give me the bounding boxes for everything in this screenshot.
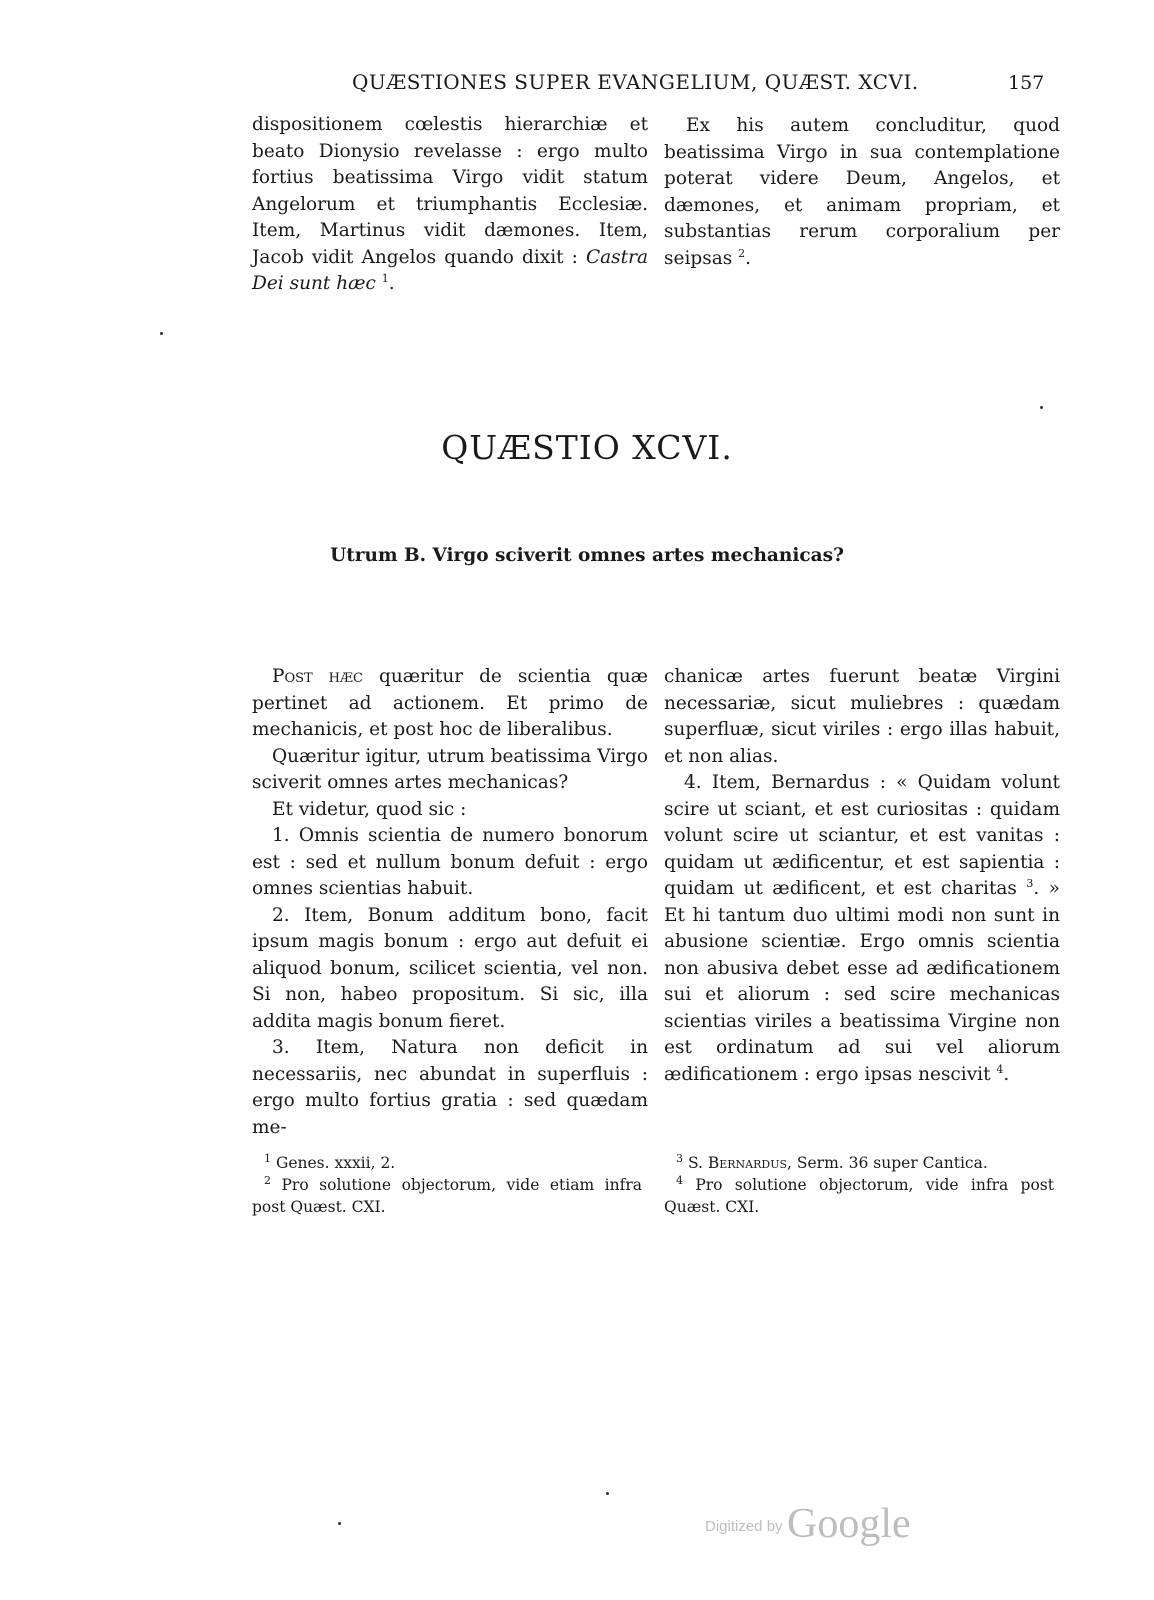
top-col1-text: dispositionem cœlestis hierarchiæ et beato Dionysio revelasse : ergo multo fortius beatissima Virgo vidit statum Angelorum et triumphantis Ecclesiæ. Item, Martinus vidit dæmones. Item, Jacob vidit Angelos quando dixit : xyxy=(252,114,648,268)
footnotes-right xyxy=(664,1152,1054,1218)
footnote-ref: 1 xyxy=(381,271,389,285)
footnote-text: Pro solutione objectorum, vide etiam infra post Quæst. CXI. xyxy=(252,1176,642,1216)
top-column-right xyxy=(664,113,1060,272)
period: . xyxy=(388,273,395,294)
paragraph: 3. Item, Natura non deficit in necessariis, nec abundat in superfluis : ergo multo fortius gratia : sed quædam me- xyxy=(252,1037,648,1138)
scan-speck xyxy=(338,1522,341,1525)
footnote-mark: 2 xyxy=(264,1173,271,1187)
footnote xyxy=(252,1174,642,1218)
paragraph-text: quæritur de scientia quæ pertinet ad actionem. Et primo de mechanicis, et post hoc de liberalibus. xyxy=(252,666,649,740)
paragraph-text: . » Et hi tantum duo ultimi modi non sunt in abusione scientiæ. Ergo omnis scientia non abusiva debet esse ad ædificationem sui et aliorum : sed scire mechanicas scientias viriles a beatissima Virgine non est ordinatum ad sui vel aliorum ædificationem : ergo ipsas nescivit xyxy=(664,878,1060,1085)
footnote xyxy=(664,1174,1054,1218)
watermark-text: Digitized by xyxy=(705,1518,783,1535)
footnote xyxy=(664,1152,1054,1174)
paragraph: 1. Omnis scientia de numero bonorum est : sed et nullum bonum defuit : ergo omnes scientias habuit. xyxy=(252,825,648,899)
paragraph xyxy=(252,664,648,744)
footnote-ref: 2 xyxy=(738,246,746,260)
footnote-ref: 3 xyxy=(1026,876,1034,890)
google-logo: Google xyxy=(787,1501,911,1547)
top-col1-italic: Castra Dei sunt hæc xyxy=(252,246,648,294)
question-title: QUÆSTIO XCVI. xyxy=(441,428,733,467)
top-column-left xyxy=(252,112,648,298)
footnote-ref: 4 xyxy=(996,1062,1004,1076)
top-col2-text: Ex his autem concluditur, quod beatissima Virgo in sua contemplatione poterat videre Deum, Angelos, et dæmones, et animam propriam, et substantias rerum corporalium per seipsas xyxy=(664,115,1060,269)
footnote xyxy=(252,1152,642,1174)
footnote-author: S. Bernardus, xyxy=(687,1154,792,1172)
period: . xyxy=(745,247,751,269)
paragraph xyxy=(664,770,1060,1088)
scan-speck xyxy=(606,1492,609,1495)
footnote-text: Serm. 36 super Cantica. xyxy=(791,1154,988,1172)
period: . xyxy=(1003,1063,1010,1085)
body-column-left xyxy=(252,664,648,1141)
footnotes-left xyxy=(252,1152,642,1218)
footnote-text: Genes. xxxii, 2. xyxy=(275,1154,396,1172)
footnote-mark: 1 xyxy=(264,1151,271,1165)
question-subtitle: Utrum B. Virgo sciverit omnes artes mechanicas? xyxy=(330,545,844,566)
footnote-mark: 4 xyxy=(676,1173,683,1187)
lead-words: Post hæc xyxy=(272,666,363,687)
paragraph: chanicæ artes fuerunt beatæ Virgini necessariæ, sicut muliebres : quædam superfluæ, sicut viriles : ergo illas habuit, et non alias. xyxy=(664,666,1060,767)
paragraph: Quæritur igitur, utrum beatissima Virgo sciverit omnes artes mechanicas? xyxy=(252,745,648,793)
footnote-text: Pro solutione objectorum, vide infra post Quæst. CXI. xyxy=(664,1176,1054,1216)
running-head: QUÆSTIONES SUPER EVANGELIUM, QUÆST. XCVI. xyxy=(352,70,919,94)
page-number: 157 xyxy=(1008,72,1045,94)
digitized-watermark xyxy=(705,1500,911,1548)
footnote-mark: 3 xyxy=(676,1151,683,1165)
paragraph: 2. Item, Bonum additum bono, facit ipsum magis bonum : ergo aut defuit ei aliquod bonum, scilicet scientia, vel non. Si non, habeo propositum. Si sic, illa addita magis bonum fieret. xyxy=(252,904,648,1032)
paragraph: Et videtur, quod sic : xyxy=(272,798,467,820)
scan-speck xyxy=(160,332,163,335)
scan-speck xyxy=(1040,406,1043,409)
body-column-right xyxy=(664,664,1060,1088)
paragraph-text: 4. Item, Bernardus : « Quidam volunt scire ut sciant, et est curiositas : quidam volunt scire ut sciantur, et est vanitas : quidam ut ædificentur, et est sapientia : quidam ut ædificent, et est charitas xyxy=(664,772,1060,899)
